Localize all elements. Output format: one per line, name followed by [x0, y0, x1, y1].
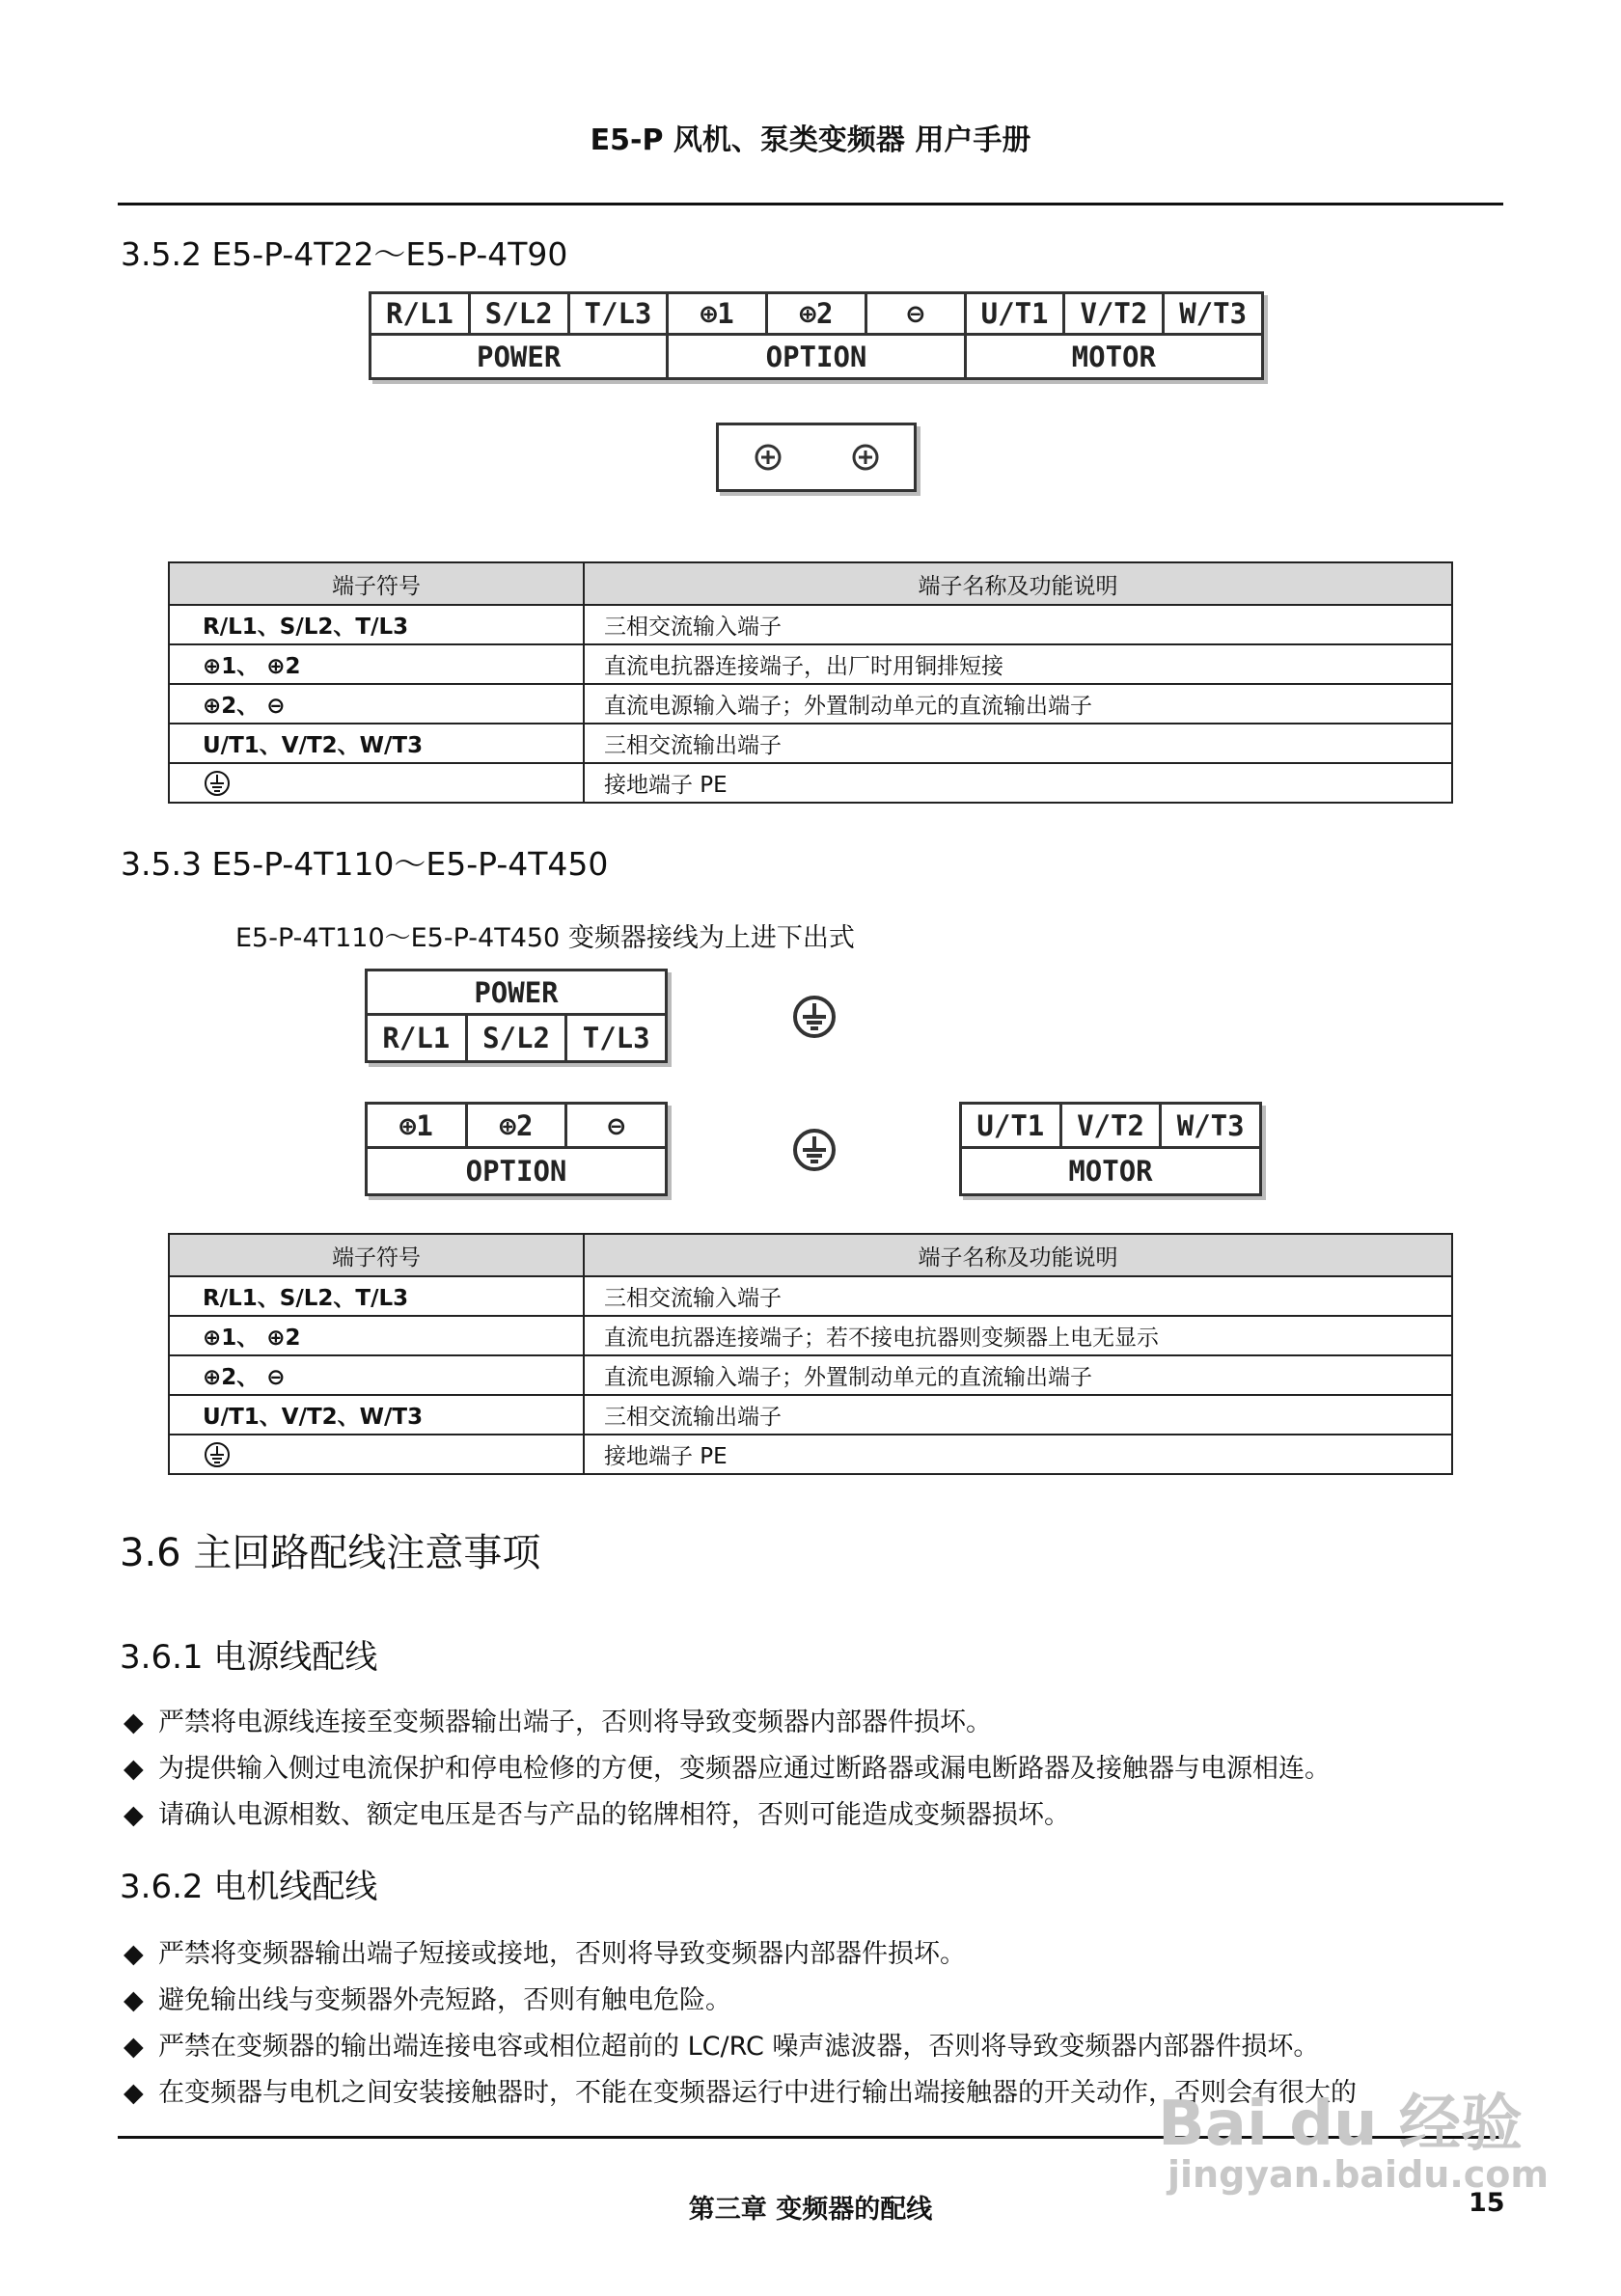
table-row: R/L1、S/L2、T/L3 三相交流输入端子 [169, 1276, 1452, 1316]
ground-terminal-block [716, 423, 917, 492]
terminal-minus: ⊖ [867, 294, 967, 333]
watermark-logo: Bai du 经验 [1158, 2089, 1523, 2160]
footer-chapter: 第三章 变频器的配线 [688, 2195, 933, 2225]
ground-symbol-icon [203, 769, 232, 798]
list-item: ◆ 避免输出线与变频器外壳短路，否则有触电危险。 [124, 1985, 731, 2015]
ground-terminal-icon [791, 994, 838, 1040]
page-number: 15 [1469, 2188, 1505, 2218]
section-3-5-2-heading: 3.5.2 E5-P-4T22～E5-P-4T90 [121, 235, 568, 273]
ground-symbol-icon [203, 1440, 232, 1469]
terminal-u-t1: U/T1 [967, 294, 1066, 333]
terminal-w-t3: W/T3 [1179, 297, 1248, 330]
motor-terminal-block [959, 1102, 1262, 1196]
page-header-title: E5-P 风机、泵类变频器 用户手册 [590, 123, 1031, 157]
table-row: ⊕2、 ⊖ 直流电源输入端子；外置制动单元的直流输出端子 [169, 684, 1452, 724]
list-item: ◆ 请确认电源相数、额定电压是否与产品的铭牌相符，否则可能造成变频器损坏。 [124, 1800, 1070, 1830]
power-label: POWER [474, 975, 559, 1009]
list-item: ◆ 严禁将变频器输出端子短接或接地，否则将导致变频器内部器件损坏。 [124, 1939, 966, 1969]
table-header-symbol: 端子符号 [169, 1234, 584, 1276]
option-label: OPTION [465, 1155, 567, 1188]
terminal-s-l2: S/L2 [468, 1016, 568, 1060]
power-terminal-block [365, 969, 668, 1063]
table-header-desc: 端子名称及功能说明 [584, 562, 1452, 605]
terminal-w-t3: W/T3 [1176, 1108, 1245, 1142]
group-power: POWER [371, 336, 669, 377]
list-item: ◆ 严禁在变频器的输出端连接电容或相位超前的 LC/RC 噪声滤波器，否则将导致变频器内部器件损坏。 [124, 2032, 1320, 2062]
terminal-plus-2: ⊕2 [768, 294, 867, 333]
terminal-function-table-352 [168, 561, 1453, 804]
group-motor: MOTOR [1071, 340, 1156, 373]
terminal-v-t2: V/T2 [1062, 1105, 1163, 1146]
table-row: U/T1、V/T2、W/T3 三相交流输出端子 [169, 1395, 1452, 1435]
table-header-desc: 端子名称及功能说明 [584, 1234, 1452, 1276]
option-terminal-block [365, 1102, 668, 1196]
table-row: U/T1、V/T2、W/T3 三相交流输出端子 [169, 724, 1452, 763]
terminal-function-table-353 [168, 1233, 1453, 1475]
section-3-5-3-note: E5-P-4T110～E5-P-4T450 变频器接线为上进下出式 [235, 923, 855, 953]
table-row: ⊕1、 ⊕2 直流电抗器连接端子；若不接电抗器则变频器上电无显示 [169, 1316, 1452, 1355]
ground-terminal-icon [791, 1127, 838, 1173]
terminal-t-l3: T/L3 [582, 1022, 650, 1054]
terminal-r-l1: R/L1 [368, 1016, 468, 1060]
section-3-6-1-heading: 3.6.1 电源线配线 [120, 1638, 378, 1677]
table-header-symbol: 端子符号 [169, 562, 584, 605]
terminal-plus-1: ⊕1 [669, 294, 768, 333]
terminal-v-t2: V/T2 [1065, 294, 1165, 333]
section-3-6-2-heading: 3.6.2 电机线配线 [120, 1868, 378, 1906]
terminal-s-l2: S/L2 [471, 294, 570, 333]
terminal-plus-2: ⊕2 [468, 1105, 568, 1146]
terminal-minus: ⊖ [607, 1108, 625, 1142]
table-row: 接地端子 PE [169, 763, 1452, 803]
ground-screw-icon [754, 443, 783, 472]
list-item: ◆ 为提供输入侧过电流保护和停电检修的方便，变频器应通过断路器或漏电断路器及接触器与电源相连。 [124, 1754, 1331, 1784]
terminal-plus-1: ⊕1 [368, 1105, 468, 1146]
group-option: OPTION [669, 336, 966, 377]
table-row: 接地端子 PE [169, 1435, 1452, 1474]
terminal-block-352 [369, 291, 1264, 380]
power-wiring-bullets [124, 1700, 1331, 1839]
header-divider [118, 203, 1503, 205]
ground-screw-icon [851, 443, 880, 472]
list-item: ◆ 在变频器与电机之间安装接触器时，不能在变频器运行中进行输出端接触器的开关动作，否则会有很大的 [124, 2078, 1357, 2108]
terminal-t-l3: T/L3 [570, 294, 670, 333]
terminal-u-t1: U/T1 [962, 1105, 1062, 1146]
section-3-5-3-heading: 3.5.3 E5-P-4T110～E5-P-4T450 [121, 845, 609, 883]
motor-label: MOTOR [1068, 1155, 1153, 1188]
terminal-r-l1: R/L1 [371, 294, 471, 333]
section-3-6-heading: 3.6 主回路配线注意事项 [120, 1531, 541, 1575]
watermark-url: jingyan.baidu.com [1168, 2153, 1549, 2196]
list-item: ◆ 严禁将电源线连接至变频器输出端子，否则将导致变频器内部器件损坏。 [124, 1708, 992, 1737]
table-row: ⊕1、 ⊕2 直流电抗器连接端子，出厂时用铜排短接 [169, 644, 1452, 684]
table-row: ⊕2、 ⊖ 直流电源输入端子；外置制动单元的直流输出端子 [169, 1355, 1452, 1395]
table-row: R/L1、S/L2、T/L3 三相交流输入端子 [169, 605, 1452, 644]
